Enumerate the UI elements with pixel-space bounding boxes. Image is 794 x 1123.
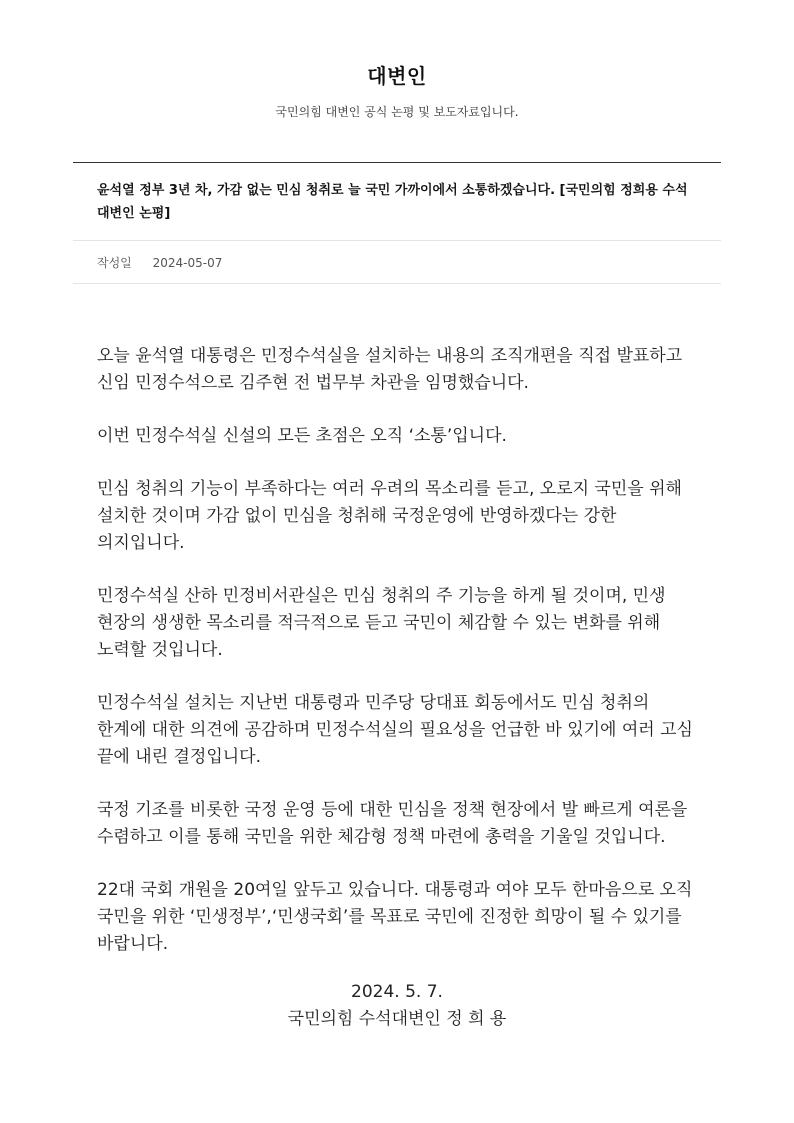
body-paragraph: 민정수석실 설치는 지난번 대통령과 민주당 당대표 회동에서도 민심 청취의 한계에 대한 의견에 공감하며 민정수석실의 필요성을 언급한 바 있기에 여러 고심 끝에 내린 결정입니다. <box>97 693 693 767</box>
body-paragraph: 22대 국회 개원을 20여일 앞두고 있습니다. 대통령과 여야 모두 한마음으로 오직 국민을 위한 ‘민생정부’,‘민생국회’를 목표로 국민에 진정한 희망이 될 수 있기를 바랍니다. <box>97 880 693 954</box>
site-subtitle: 국민의힘 대변인 공식 논평 및 보도자료입니다. <box>275 105 519 119</box>
body-paragraph: 민심 청취의 기능이 부족하다는 여러 우려의 목소리를 듣고, 오로지 국민을 위해 설치한 것이며 가감 없이 민심을 청취해 국정운영에 반영하겠다는 강한 의지입니다. <box>97 479 682 553</box>
post-meta <box>97 254 222 271</box>
signature-date: 2024. 5. 7. <box>351 982 443 1002</box>
signature-name: 국민의힘 수석대변인 정 희 용 <box>287 1009 507 1029</box>
article-body <box>97 343 697 984</box>
body-paragraph: 국정 기조를 비롯한 국정 운영 등에 대한 민심을 정책 현장에서 발 빠르게 여론을 수렴하고 이를 통해 국민을 위한 체감형 정책 마련에 총력을 기울일 것입니다. <box>97 800 688 847</box>
date-value: 2024-05-07 <box>152 256 223 270</box>
date-label: 작성일 <box>97 256 132 270</box>
post-title: 윤석열 정부 3년 차, 가감 없는 민심 청취로 늘 국민 가까이에서 소통하겠습니다. [국민의힘 정희용 수석대변인 논평] <box>97 183 688 221</box>
body-paragraph: 오늘 윤석열 대통령은 민정수석실을 설치하는 내용의 조직개편을 직접 발표하고 신임 민정수석으로 김주현 전 법무부 차관을 임명했습니다. <box>97 346 683 393</box>
body-paragraph: 이번 민정수석실 신설의 모든 초점은 오직 ‘소통’입니다. <box>97 426 507 446</box>
body-paragraph: 민정수석실 산하 민정비서관실은 민심 청취의 주 기능을 하게 될 것이며, 민생 현장의 생생한 목소리를 적극적으로 듣고 국민이 체감할 수 있는 변화를 위해 노력할 것입니다. <box>97 586 666 660</box>
title-divider <box>73 240 721 241</box>
meta-divider <box>73 283 721 284</box>
site-title: 대변인 <box>367 64 427 88</box>
header-divider <box>73 162 721 163</box>
